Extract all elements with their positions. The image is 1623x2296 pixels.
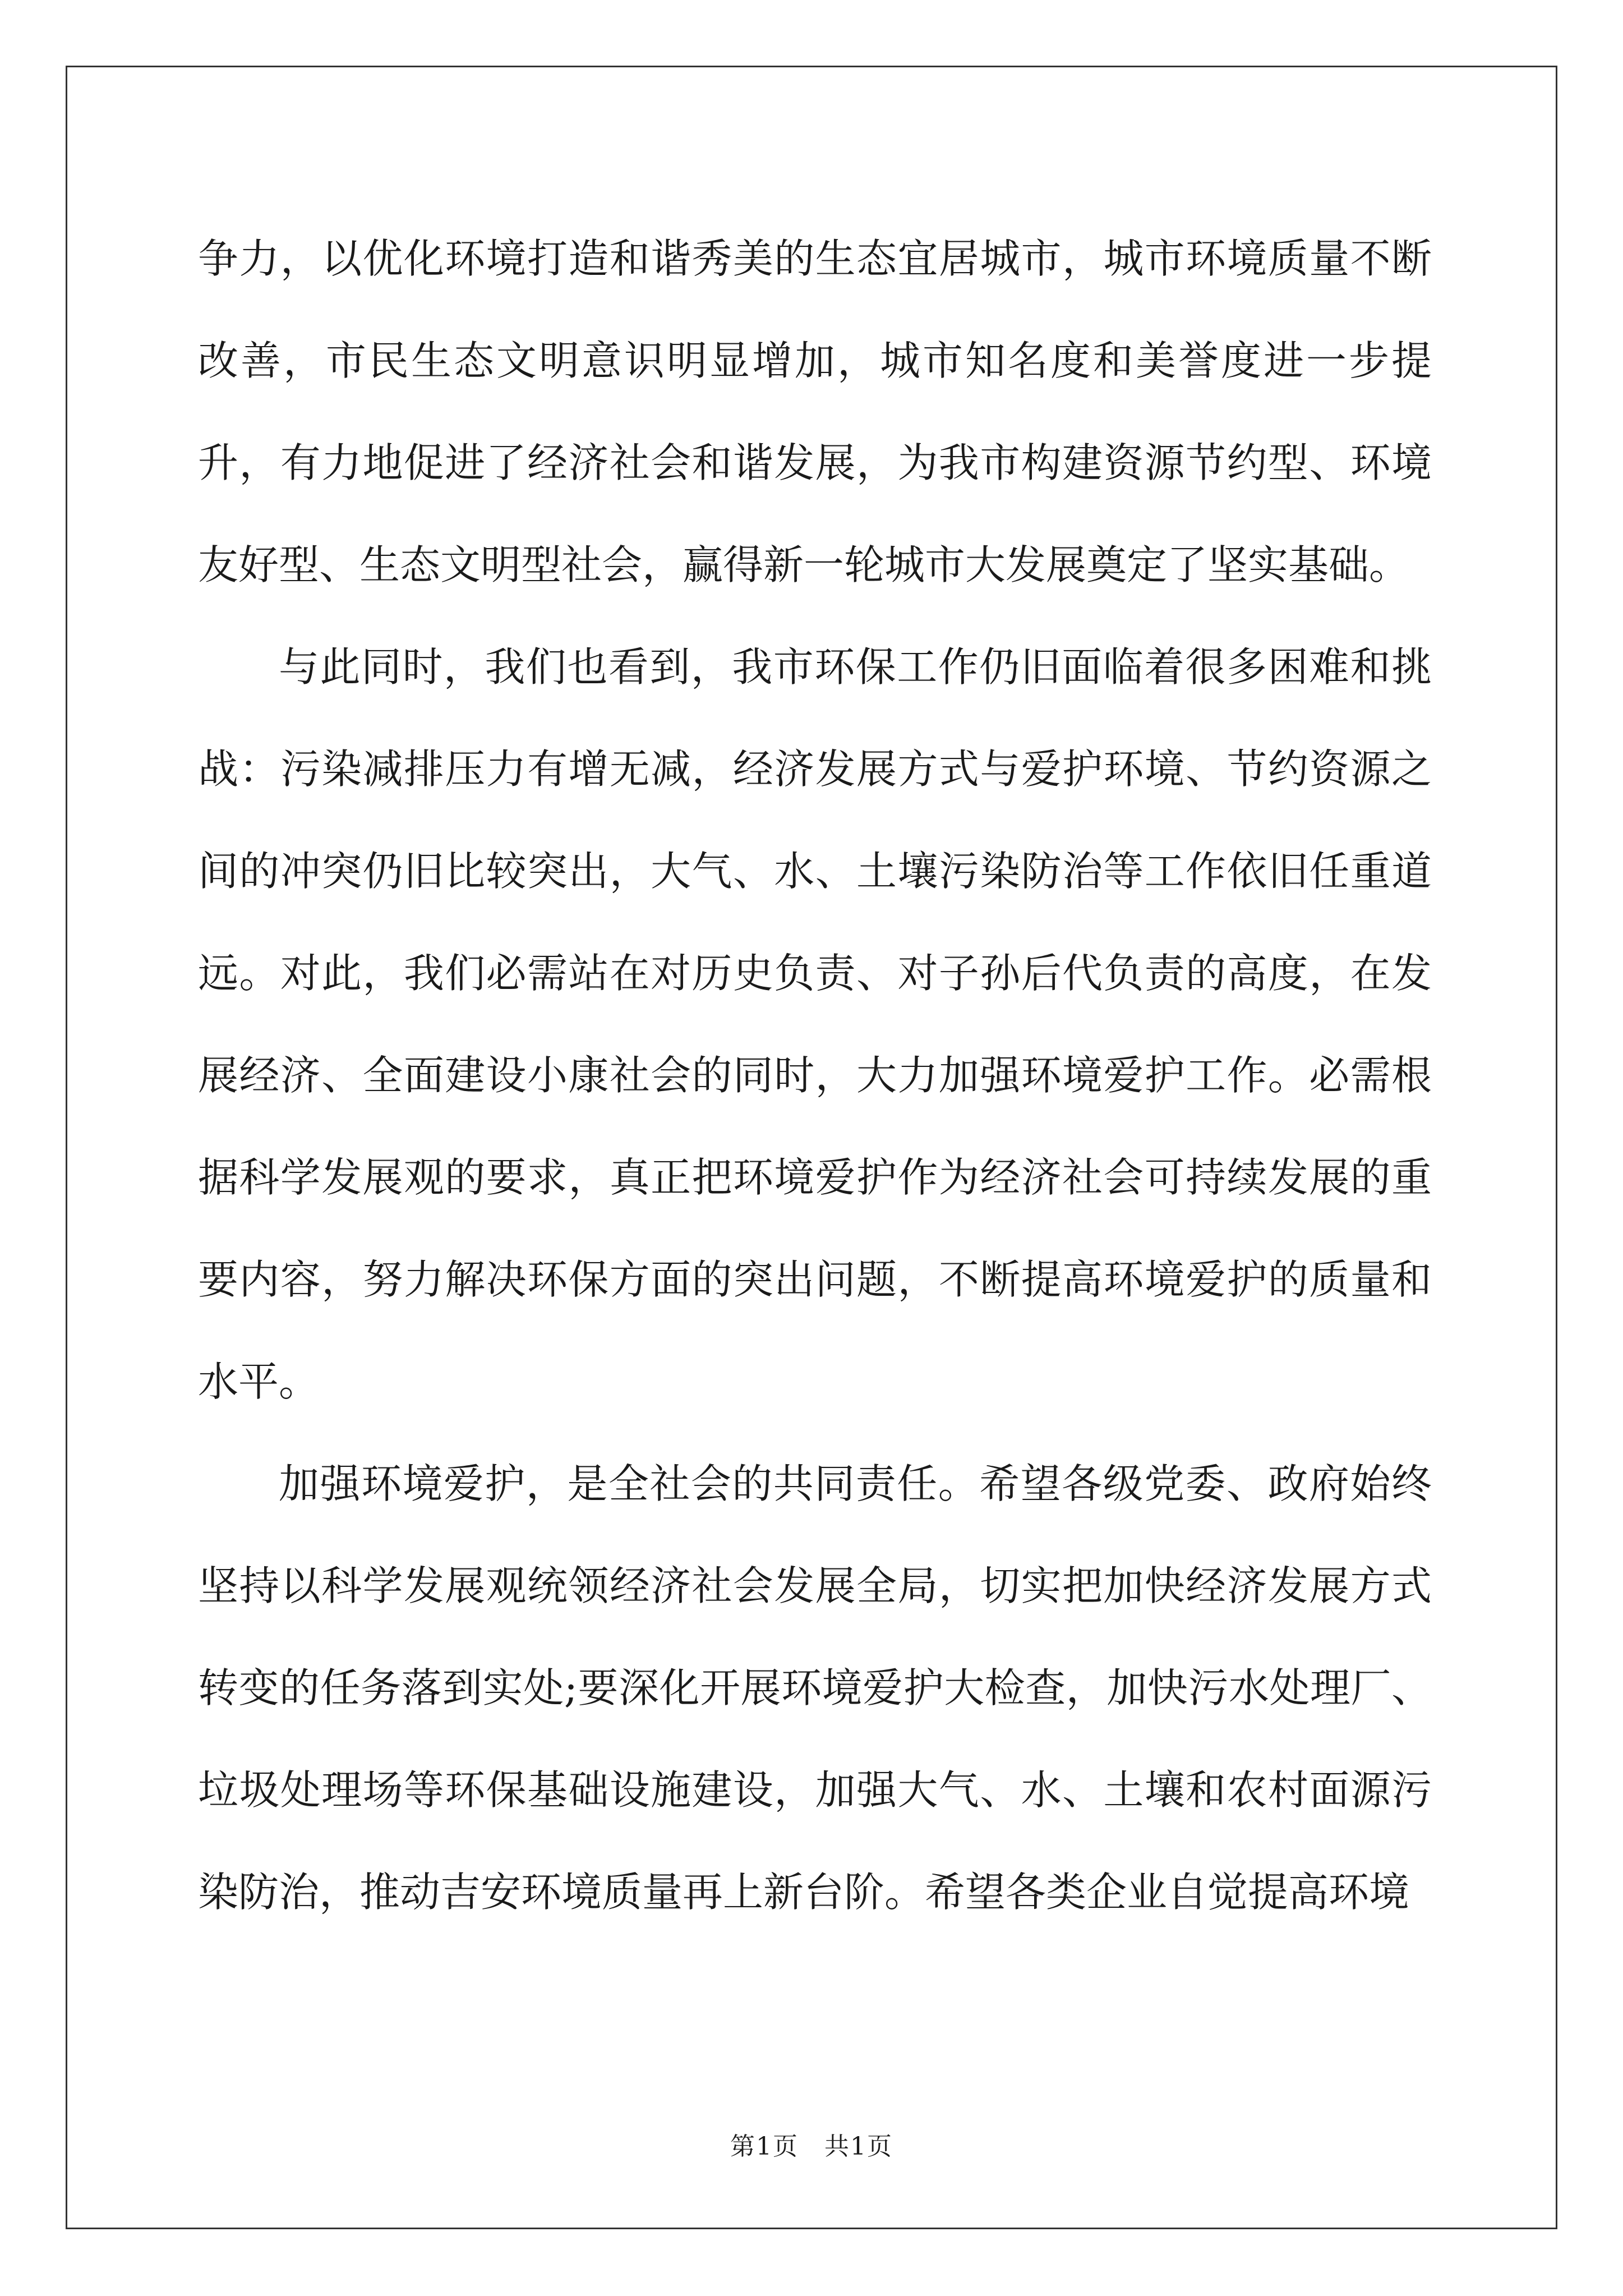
- paragraph-responsibility: 加强环境爱护，是全社会的共同责任。希望各级党委、政府始终坚持以科学发展观统领经济社会发展全局，切实把加快经济发展方式转变的任务落到实处;要深化开展环境爱护大检查，加快污水处理厂、垃圾处理场等环保基础设施建设，加强大气、水、土壤和农村面源污染防治，推动吉安环境质量再上新台阶。希望各类企业自觉提高环境: [198, 1460, 1432, 1916]
- paragraph-continuation: 争力，以优化环境打造和谐秀美的生态宜居城市，城市环境质量不断改善，市民生态文明意识明显增加，城市知名度和美誉度进一步提升，有力地促进了经济社会和谐发展，为我市构建资源节约型、环境友好型、生态文明型社会，赢得新一轮城市大发展奠定了坚实基础。: [198, 235, 1432, 588]
- page-footer: 第1页 共1页: [730, 2132, 893, 2161]
- document-body: [198, 208, 1432, 1943]
- paragraph-challenges: 与此同时，我们也看到，我市环保工作仍旧面临着很多困难和挑战：污染减排压力有增无减，经济发展方式与爱护环境、节约资源之间的冲突仍旧比较突出，大气、水、土壤污染防治等工作依旧任重道远。对此，我们必需站在对历史负责、对子孙后代负责的高度，在发展经济、全面建设小康社会的同时，大力加强环境爱护工作。必需根据科学发展观的要求，真正把环境爱护作为经济社会可持续发展的重要内容，努力解决环保方面的突出问题，不断提高环境爱护的质量和水平。: [198, 643, 1432, 1405]
